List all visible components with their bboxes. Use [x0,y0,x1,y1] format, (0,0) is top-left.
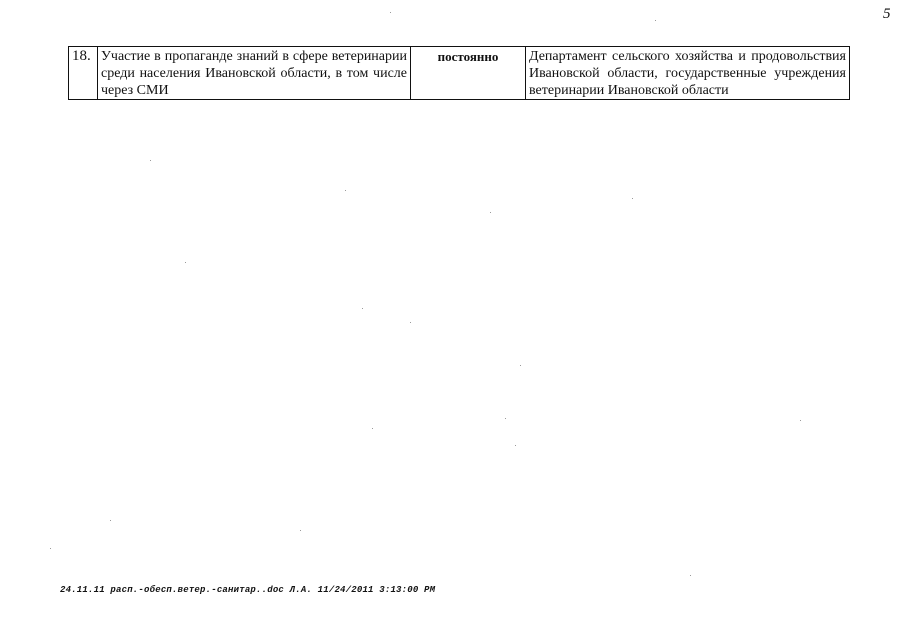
scan-speck [505,418,506,419]
scan-speck [110,520,111,521]
page-number: 5 [883,6,891,22]
scan-speck [520,365,521,366]
activity-cell: Участие в пропаганде знаний в сфере ветеринарии среди населения Ивановской области, в том числе через СМИ [98,47,411,100]
scan-speck [800,420,801,421]
row-number: 18. [69,47,98,100]
scan-speck [490,212,491,213]
scan-speck [150,160,151,161]
scan-speck [185,262,186,263]
responsible-cell: Департамент сельского хозяйства и продовольствия Ивановской области, государственные учреждения ветеринарии Ивановской области [526,47,850,100]
scan-speck [362,308,363,309]
scan-speck [410,322,411,323]
table-row [69,47,850,100]
scan-speck [690,575,691,576]
scan-speck [655,20,656,21]
scan-speck [50,548,51,549]
scan-speck [345,190,346,191]
scan-speck [372,428,373,429]
deadline-cell: постоянно [411,47,526,100]
scan-speck [300,530,301,531]
scan-speck [515,445,516,446]
scan-speck [390,12,391,13]
scan-speck [632,198,633,199]
measures-table [68,46,850,100]
document-footer: 24.11.11 расп.-обесп.ветер.-санитар..doc Л.А. 11/24/2011 3:13:00 PM [60,585,436,595]
